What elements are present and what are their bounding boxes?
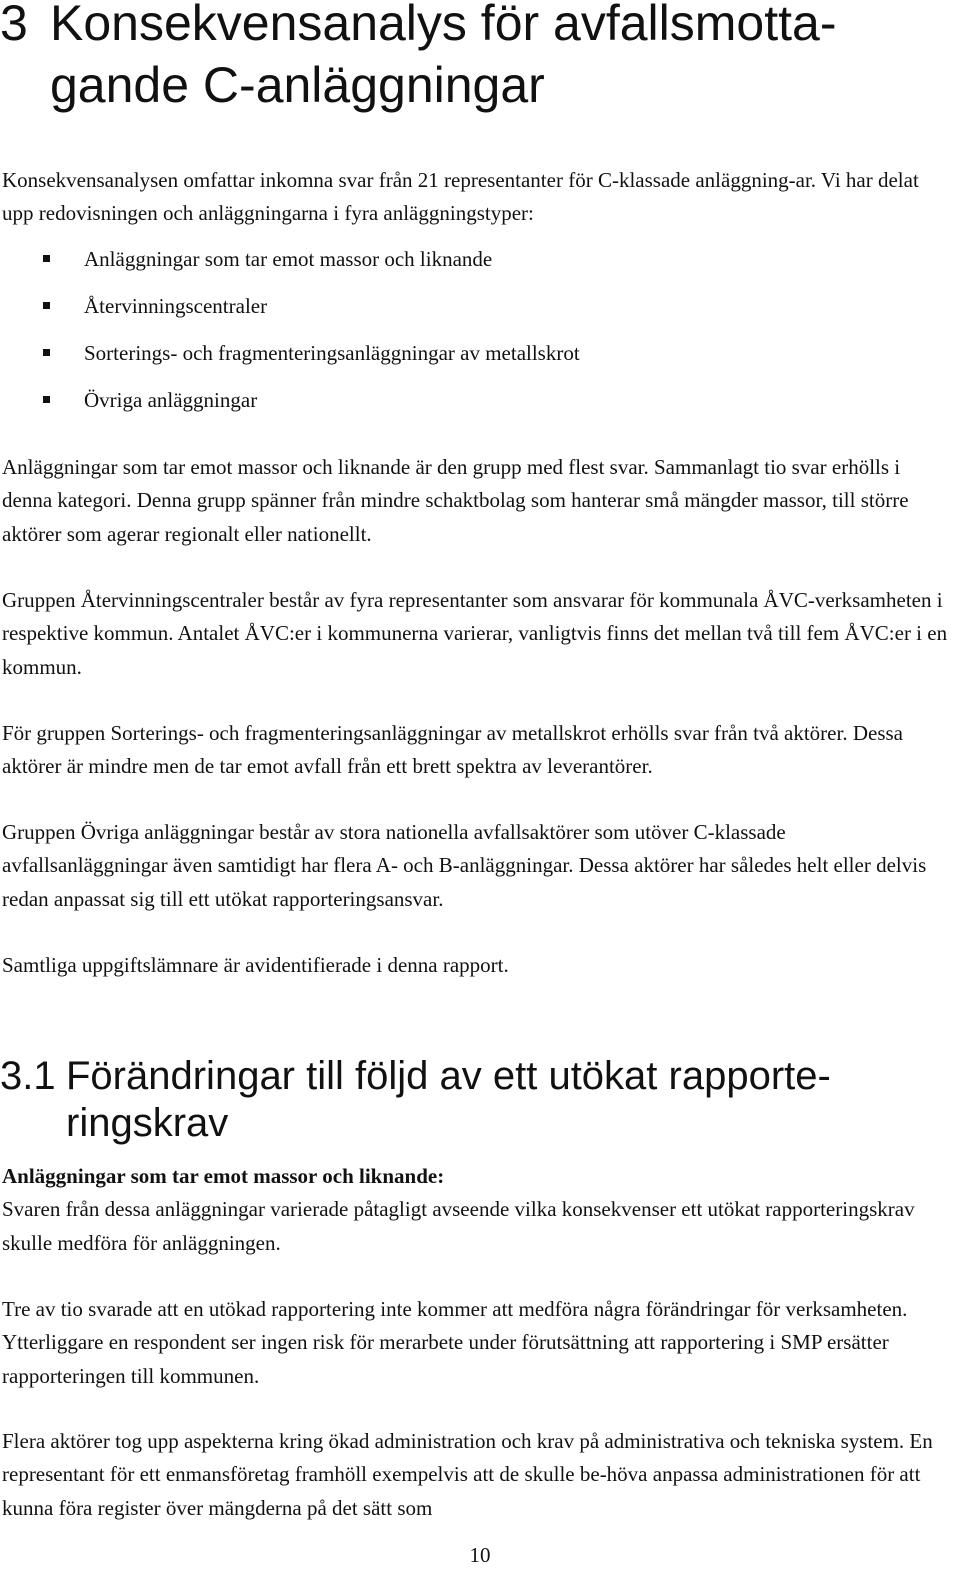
subsection-title-line2: ringskrav — [66, 1101, 229, 1145]
paragraph-tre-av-tio: Tre av tio svarade att en utökad rapportering inte kommer att medföra några förändringar för verksamheten. Ytterliggare en respondent ser ingen risk för merarbete under förutsättning att rapportering i SMP ersätter rapporteringen till kommunen. — [2, 1297, 908, 1388]
paragraph-avc: Gruppen Återvinningscentraler består av fyra representanter som ansvarar för kommunala ÅVC-verksamheten i respektive kommun. Antalet ÅVC:er i kommunerna varierar, vanligtvis finns det mellan två till fem ÅVC:er i en kommun. — [2, 588, 948, 679]
square-bullet-icon — [43, 396, 50, 403]
list-item: Sorterings- och fragmenteringsanläggningar av metallskrot — [0, 337, 900, 384]
section-title-line1: Konsekvensanalys för avfallsmotta- — [50, 0, 837, 51]
subsection-subtitle: Anläggningar som tar emot massor och liknande: — [2, 1164, 445, 1188]
paragraph-metallskrot: För gruppen Sorterings- och fragmenteringsanläggningar av metallskrot erhölls svar från två aktörer. Dessa aktörer är mindre men de tar emot avfall från ett brett spektra av leverantörer. — [2, 721, 903, 779]
section-heading — [0, 0, 940, 116]
paragraph-ovriga: Gruppen Övriga anläggningar består av stora nationella avfallsaktörer som utöver C-klassade avfallsanläggningar även samtidigt har flera A- och B-anläggningar. Dessa aktörer har således helt eller delvis redan anpassat sig till ett utökat rapporteringsansvar. — [2, 820, 927, 911]
square-bullet-icon — [43, 302, 50, 309]
facility-type-list — [0, 243, 900, 431]
list-item: Återvinningscentraler — [0, 290, 900, 337]
subsection-text: Svaren från dessa anläggningar varierade påtagligt avseende vilka konsekvenser ett utökat rapporteringskrav skulle medföra för anläggningen. — [2, 1197, 915, 1255]
subsection-heading — [0, 1053, 940, 1147]
square-bullet-icon — [43, 255, 50, 262]
square-bullet-icon — [43, 349, 50, 356]
paragraph-massor: Anläggningar som tar emot massor och liknande är den grupp med flest svar. Sammanlagt tio svar erhölls i denna kategori. Denna grupp spänner från mindre schaktbolag som hanterar små mängder massor, till större aktörer som agerar regionalt eller nationellt. — [2, 455, 909, 546]
subsection-number: 3.1 — [0, 1054, 56, 1098]
section-title-line2: gande C-anläggningar — [50, 57, 545, 113]
paragraph-avidentifierade: Samtliga uppgiftslämnare är avidentifierade i denna rapport. — [2, 953, 509, 977]
page-number: 10 — [469, 1543, 491, 1567]
list-item: Anläggningar som tar emot massor och liknande — [0, 243, 900, 290]
intro-paragraph: Konsekvensanalysen omfattar inkomna svar från 21 representanter för C-klassade anläggning-ar. Vi har delat upp redovisningen och anläggningarna i fyra anläggningstyper: — [2, 168, 919, 226]
subsection-block — [2, 1160, 952, 1260]
list-item: Övriga anläggningar — [0, 384, 900, 431]
paragraph-flera-aktorer: Flera aktörer tog upp aspekterna kring ökad administration och krav på administrativa och tekniska system. En representant för ett enmansföretag framhöll exempelvis att de skulle be-höva anpassa administrationen för att kunna föra register över mängderna på det sätt som — [2, 1429, 933, 1520]
subsection-title-line1: Förändringar till följd av ett utökat rapporte- — [66, 1054, 831, 1098]
section-number: 3 — [0, 0, 28, 51]
